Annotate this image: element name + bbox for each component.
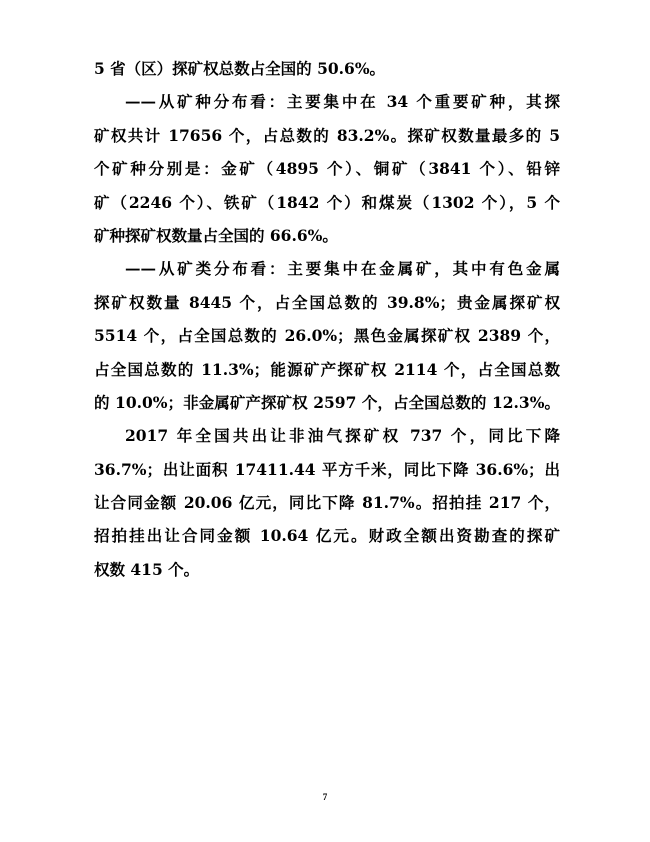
text-line: 2017 年全国共出让非油气探矿权 737 个，同比下降 [125,426,560,446]
text-line: 矿（2246 个）、铁矿（1842 个）和煤炭（1302 个），5 个 [94,192,560,212]
text-line: 招拍挂出让合同金额 10.64 亿元。财政全额出资勘查的探矿 [94,526,560,546]
text-line: 的 10.0%；非金属矿产探矿权 2597 个，占全国总数的 12.3%。 [94,392,560,412]
text-line: 权数 415 个。 [94,559,200,579]
text-line: 让合同金额 20.06 亿元，同比下降 81.7%。招拍挂 217 个， [94,493,560,513]
text-line: 36.7%；出让面积 17411.44 平方千米，同比下降 36.6%；出 [94,459,560,479]
text-line: ——从矿种分布看：主要集中在 34 个重要矿种，其探 [125,92,560,112]
text-line: 矿权共计 17656 个，占总数的 83.2%。探矿权数量最多的 5 [94,125,560,145]
text-line: 个矿种分别是：金矿（4895 个）、铜矿（3841 个）、铅锌 [94,159,560,179]
text-line: 5514 个，占全国总数的 26.0%；黑色金属探矿权 2389 个， [94,326,560,346]
text-line: 占全国总数的 11.3%；能源矿产探矿权 2114 个，占全国总数 [94,359,560,379]
text-line: 5 省（区）探矿权总数占全国的 50.6%。 [94,59,386,78]
text-line: 矿种探矿权数量占全国的 66.6%。 [94,225,338,245]
text-line: ——从矿类分布看：主要集中在金属矿，其中有色金属 [125,259,560,279]
page-number: 7 [322,792,328,802]
body-text [94,52,560,586]
text-line: 探矿权数量 8445 个，占全国总数的 39.8%；贵金属探矿权 [94,292,560,312]
